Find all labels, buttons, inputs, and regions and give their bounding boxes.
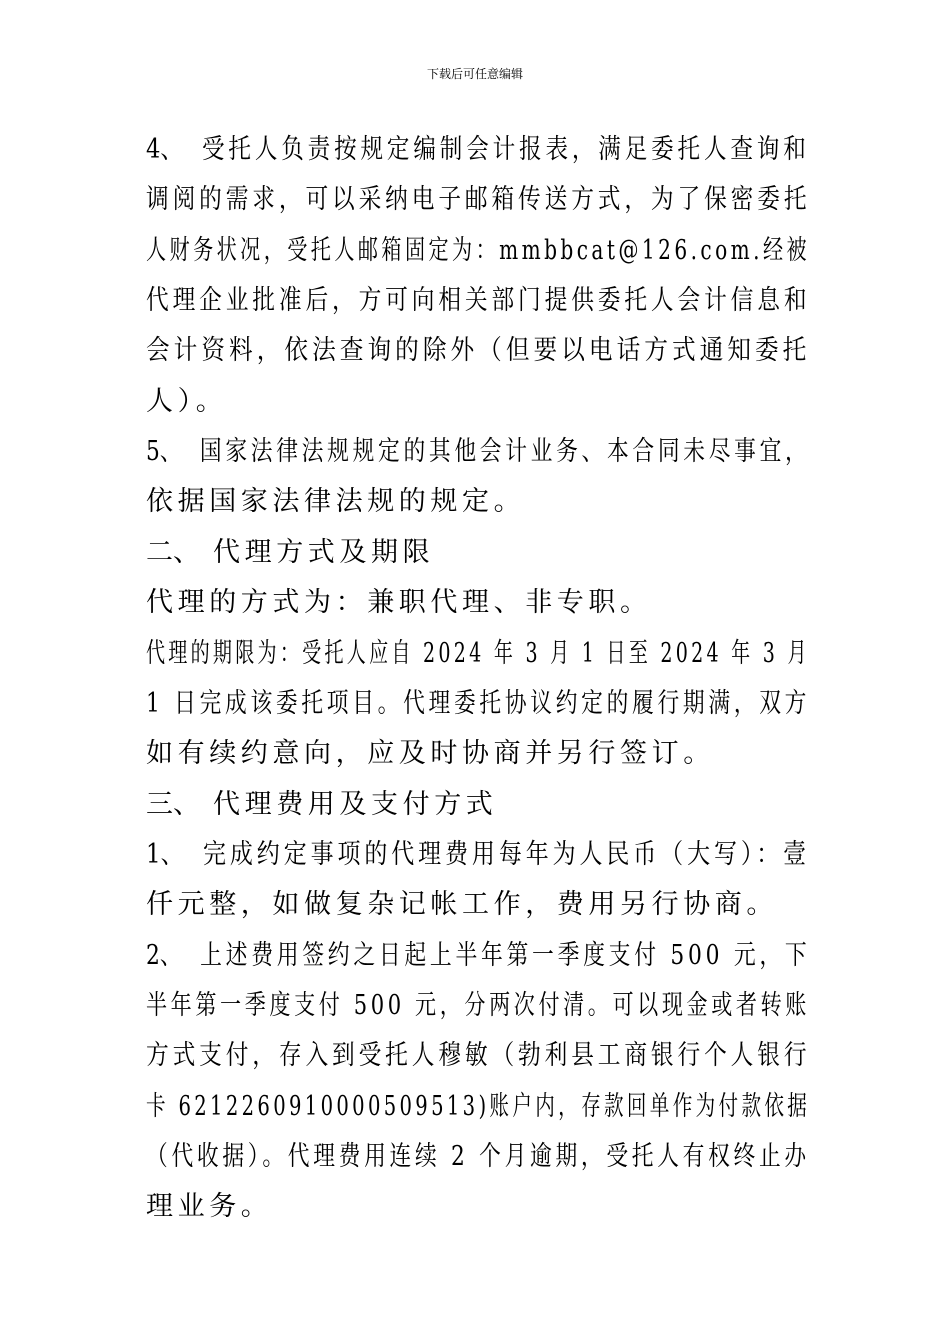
item-number: 5、 (146, 436, 182, 467)
text-line (146, 536, 434, 570)
text-line (146, 485, 525, 519)
text-line (146, 385, 227, 419)
text-line (146, 637, 810, 671)
line-text: （代收据）。代理费用连续 2 个月逾期，受托人有权终止办 (146, 1141, 810, 1172)
text-line (146, 1190, 272, 1224)
item-number: 4、 (146, 134, 183, 165)
line-text: 半年第一季度支付 500 元，分两次付清。可以现金或者转账 (146, 990, 810, 1021)
line-text: 依据国家法律法规的规定。 (146, 486, 526, 517)
line-text: 完成约定事项的代理费用每年为人民币（大写）：壹 (203, 839, 811, 870)
item-number: 1、 (146, 839, 184, 870)
line-text: 代理的方式为：兼职代理、非专职。 (146, 587, 652, 618)
line-text: 国家法律法规规定的其他会计业务、本合同未尽事宜， (199, 436, 811, 467)
text-line (146, 586, 652, 620)
text-line (146, 234, 810, 268)
page-header: 下载后可任意编辑 (426, 67, 523, 81)
line-text: 调阅的需求，可以采纳电子邮箱传送方式，为了保密委托 (146, 184, 811, 215)
text-line (146, 737, 715, 771)
line-text: 人财务状况，受托人邮箱固定为：mmbbcat@126.com.经被 (146, 235, 811, 266)
line-text: 代理的期限为：受托人应自 2024 年 3 月 1 日至 2024 年 3 月 (146, 638, 810, 669)
text-line (146, 133, 810, 167)
line-text: 方式支付，存入到受托人穆敏（勃利县工商银行个人银行 (146, 1040, 811, 1071)
item-number: 2、 (146, 940, 182, 971)
text-line (146, 284, 810, 318)
text-line (146, 1140, 810, 1174)
text-line (146, 838, 810, 872)
text-line (146, 989, 810, 1023)
line-text: 仟元整，如做复杂记帐工作，费用另行协商。 (146, 889, 778, 920)
item-number: 三、 (146, 789, 200, 820)
line-text: 受托人负责按规定编制会计报表，满足委托人查询和 (202, 134, 810, 165)
text-line (146, 334, 810, 368)
line-text: 上述费用签约之日起上半年第一季度支付 500 元，下 (200, 940, 811, 971)
text-line (146, 435, 810, 469)
item-number: 二、 (146, 537, 200, 568)
text-line (146, 183, 810, 217)
line-text: 代理费用及支付方式 (213, 789, 498, 820)
line-text: 1 日完成该委托项目。代理委托协议约定的履行期满，双方 (146, 688, 811, 719)
text-line (146, 1090, 810, 1124)
text-line (146, 1039, 810, 1073)
line-text: 人）。 (146, 386, 228, 417)
line-text: 如有续约意向，应及时协商并另行签订。 (146, 738, 715, 769)
text-line (146, 888, 778, 922)
line-text: 代理方式及期限 (213, 537, 435, 568)
line-text: 会计资料，依法查询的除外（但要以电话方式通知委托 (146, 335, 811, 366)
text-line (146, 788, 497, 822)
line-text: 理业务。 (146, 1191, 273, 1222)
line-text: 卡 6212260910000509513)账户内，存款回单作为付款依据 (146, 1091, 811, 1122)
text-line (146, 939, 810, 973)
text-line (146, 687, 810, 721)
line-text: 代理企业批准后，方可向相关部门提供委托人会计信息和 (146, 285, 811, 316)
